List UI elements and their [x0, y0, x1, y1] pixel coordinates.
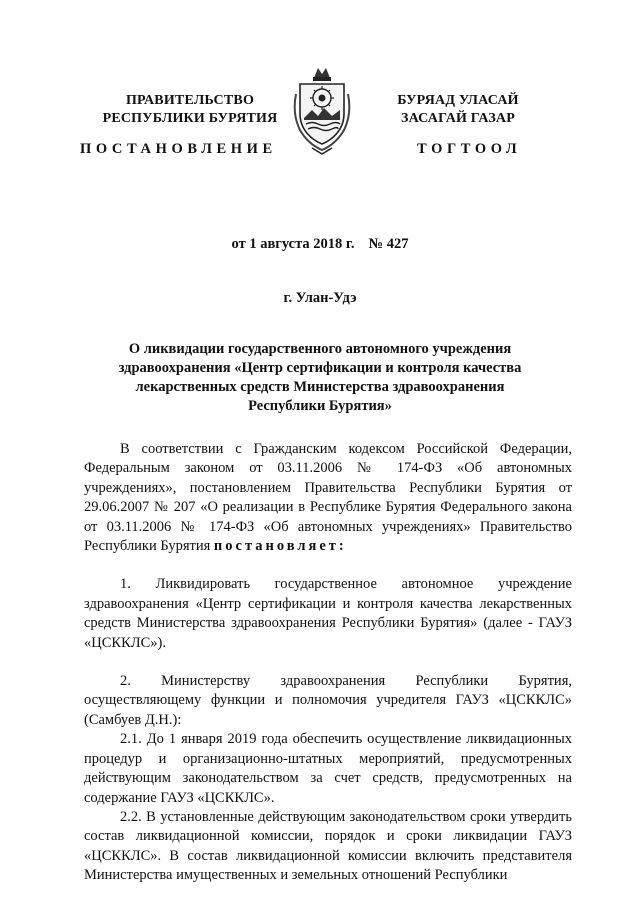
issuer-line-1-buryat: БУРЯАД УЛАСАЙ	[397, 93, 519, 108]
document-date-line	[0, 236, 640, 253]
item-2: 2. Министерству здравоохранения Республики Бурятия, осуществляющему функции и полномочия учредителя ГАУЗ «ЦСККЛС» (Самбуев Д.Н.):	[84, 673, 572, 728]
preamble-text: В соответствии с Гражданским кодексом Российской Федерации, Федеральным законом от 03.11.2006 № 174-ФЗ «Об автономных учреждениях», постановлением Правительства Республики Бурятия от 29.06.2007 № 207 «О реализации в Республике Бурятия Федерального закона от 03.11.2006 № 174-ФЗ «Об автономных учреждениях» Правительство Республики Бурятия	[84, 441, 572, 555]
issuer-line-1: ПРАВИТЕЛЬСТВО	[125, 93, 255, 108]
document-number: № 427	[368, 236, 409, 252]
issuer-line-2: РЕСПУБЛИКИ БУРЯТИЯ	[102, 111, 278, 126]
item-2-1: 2.1. До 1 января 2019 года обеспечить осуществление ликвидационных процедур и организационно-штатных мероприятий, предусмотренных действующим законодательством за счет средств, предусмотренных на содержание ГАУЗ «ЦСККЛС».	[84, 731, 572, 806]
issuer-header-russian	[92, 92, 288, 128]
preamble-paragraph	[84, 440, 572, 556]
issuer-line-2-buryat: ЗАСАГАЙ ГАЗАР	[400, 111, 515, 126]
coat-of-arms-icon	[290, 64, 354, 156]
decree-word: постановляет:	[213, 538, 347, 555]
document-title: О ликвидации государственного автономного учреждения здравоохранения «Центр сертификации и контроля качества лекарственных средств Министерства здравоохранения Республики Бурятия»	[118, 341, 522, 414]
item-2-2: 2.2. В установленные действующим законодательством сроки утвердить состав ликвидационной комиссии, порядок и сроки ликвидации ГАУЗ «ЦСККЛС». В состав ликвидационной комиссии включить представителя Министерства имущественных и земельных отношений Республики	[84, 808, 572, 884]
document-city: г. Улан-Удэ	[283, 290, 357, 306]
doc-type-russian: ПОСТАНОВЛЕНИЕ	[80, 141, 277, 157]
document-body	[84, 440, 572, 886]
item-1: 1. Ликвидировать государственное автономное учреждение здравоохранения «Центр сертификации и контроля качества лекарственных средств Министерства здравоохранения Республики Бурятия» (далее - ГАУЗ «ЦСККЛС»).	[84, 576, 572, 651]
doc-type-buryat: ТОГТООЛ	[417, 141, 522, 157]
issuer-header-buryat	[360, 92, 556, 128]
document-date: от 1 августа 2018 г.	[231, 236, 355, 252]
